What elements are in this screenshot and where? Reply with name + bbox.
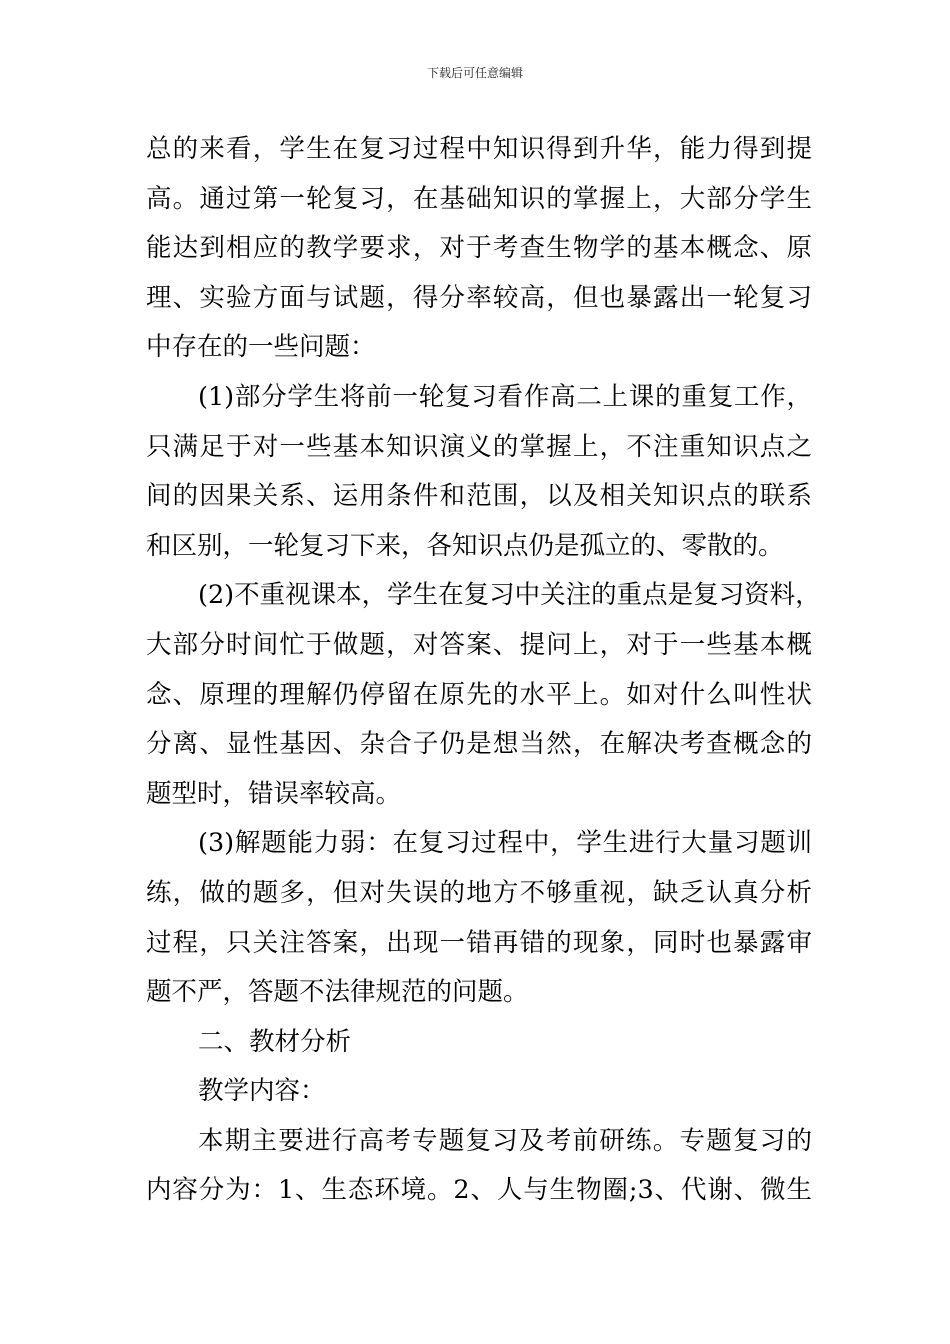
text-line-11: 大部分时间忙于做题，对答案、提问上，对于一些基本概 xyxy=(146,629,812,660)
text-line-8: 间的因果关系、运用条件和范围，以及相关知识点的联系 xyxy=(146,481,812,512)
text-line-9: 和区别，一轮复习下来，各知识点仍是孤立的、零散的。 xyxy=(146,530,784,561)
text-line-21: 本期主要进行高考专题复习及考前研练。专题复习的 xyxy=(198,1125,812,1156)
text-line-17: 过程，只关注答案，出现一错再错的现象，同时也暴露审 xyxy=(146,927,812,958)
page-header: 下载后可任意编辑 xyxy=(426,66,523,80)
text-line-10: (2)不重视课本，学生在复习中关注的重点是复习资料， xyxy=(198,580,821,611)
text-line-1: 总的来看，学生在复习过程中知识得到升华，能力得到提 xyxy=(146,134,812,164)
text-line-16: 练，做的题多，但对失误的地方不够重视，缺乏认真分析 xyxy=(146,877,812,908)
text-line-6: (1)部分学生将前一轮复习看作高二上课的重复工作， xyxy=(198,381,812,412)
text-line-14: 题型时，错误率较高。 xyxy=(146,778,402,809)
text-line-15: (3)解题能力弱：在复习过程中，学生进行大量习题训 xyxy=(198,828,812,859)
text-line-22: 内容分为：1、生态环境。2、人与生物圈;3、代谢、微生 xyxy=(146,1175,812,1206)
text-line-2: 高。通过第一轮复习，在基础知识的掌握上，大部分学生 xyxy=(146,183,812,214)
section-heading: 二、教材分析 xyxy=(198,1026,352,1057)
text-line-18: 题不严，答题不法律规范的问题。 xyxy=(146,977,529,1008)
text-line-13: 分离、显性基因、杂合子仍是想当然，在解决考查概念的 xyxy=(146,729,812,760)
document-body xyxy=(146,125,821,1216)
text-line-12: 念、原理的理解仍停留在原先的水平上。如对什么叫性状 xyxy=(146,679,812,710)
text-line-3: 能达到相应的教学要求，对于考查生物学的基本概念、原 xyxy=(146,233,812,264)
subheading-teaching-content: 教学内容： xyxy=(198,1076,326,1107)
text-line-7: 只满足于对一些基本知识演义的掌握上，不注重知识点之 xyxy=(146,431,812,462)
text-line-4: 理、实验方面与试题，得分率较高，但也暴露出一轮复习 xyxy=(146,282,812,313)
text-line-5: 中存在的一些问题： xyxy=(146,332,376,363)
